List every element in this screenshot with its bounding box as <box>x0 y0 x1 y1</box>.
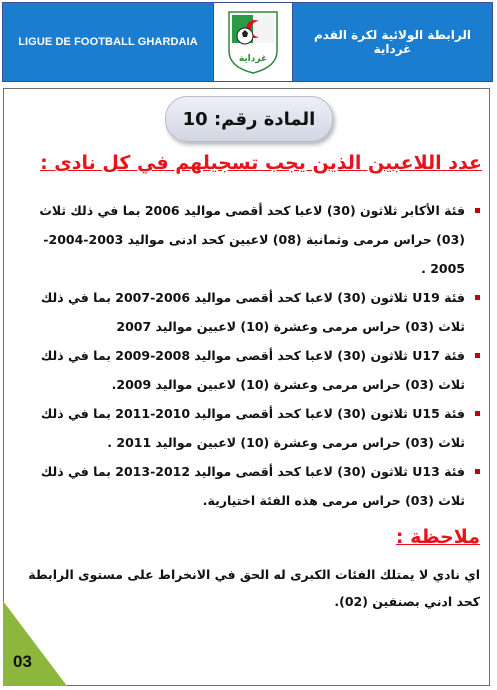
bullet-square-icon <box>475 295 480 300</box>
document-header <box>2 2 493 82</box>
page-corner-decoration <box>3 601 67 686</box>
category-text: فئة الأكابر ثلاثون (30) لاعبا كحد أقصى مواليد 2006 بما في ذلك ثلاث (03) حراس مرمى وثمانية (08) لاعبين كحد ادنى مواليد 2003-2004-2005 . <box>39 203 465 276</box>
section-title: عدد اللاعبين الذين يجب تسجيلهم في كل نادى : <box>40 152 482 174</box>
article-label: المادة رقم: 10 <box>182 108 316 130</box>
list-item <box>24 399 481 457</box>
list-item <box>24 283 481 341</box>
bullet-square-icon <box>475 411 480 416</box>
bullet-square-icon <box>475 208 480 213</box>
note-title: ملاحظة : <box>395 526 480 548</box>
category-text: فئة U13 ثلاثون (30) لاعبا كحد أقصى مواليد 2012-2013 بما في ذلك ثلاث (03) حراس مرمى هذه الفئة اختيارية. <box>40 464 465 508</box>
league-emblem-icon <box>223 9 283 75</box>
list-item <box>24 196 481 283</box>
list-item <box>24 457 481 515</box>
league-name-ar: الرابطة الولائية لكرة القدم غرداية <box>293 3 492 81</box>
logo-caption: غرداية <box>238 54 268 64</box>
category-text: فئة U15 ثلاثون (30) لاعبا كحد أقصى مواليد 2010-2011 بما في ذلك ثلاث (03) حراس مرمى وعشرة (10) لاعبين مواليد 2011 . <box>40 406 465 450</box>
bullet-square-icon <box>475 353 480 358</box>
league-logo <box>213 3 293 81</box>
page-number: 03 <box>13 652 32 671</box>
category-text: فئة U19 ثلاثون (30) لاعبا كحد أقصى مواليد 2006-2007 بما في ذلك ثلاث (03) حراس مرمى وعشرة (10) لاعبين مواليد 2007 <box>40 290 465 334</box>
note-body: اي نادي لا يمتلك الفئات الكبرى له الحق في الانخراط على مستوى الرابطة كحد ادني بصنفين (02). <box>28 567 480 609</box>
category-text: فئة U17 ثلاثون (30) لاعبا كحد أقصى مواليد 2008-2009 بما في ذلك ثلاث (03) حراس مرمى وعشرة (10) لاعبين مواليد 2009. <box>40 348 465 392</box>
list-item <box>24 341 481 399</box>
category-list <box>24 196 481 515</box>
league-name-fr: LIGUE DE FOOTBALL GHARDAIA <box>3 3 213 81</box>
bullet-square-icon <box>475 469 480 474</box>
article-number-badge <box>165 96 333 142</box>
